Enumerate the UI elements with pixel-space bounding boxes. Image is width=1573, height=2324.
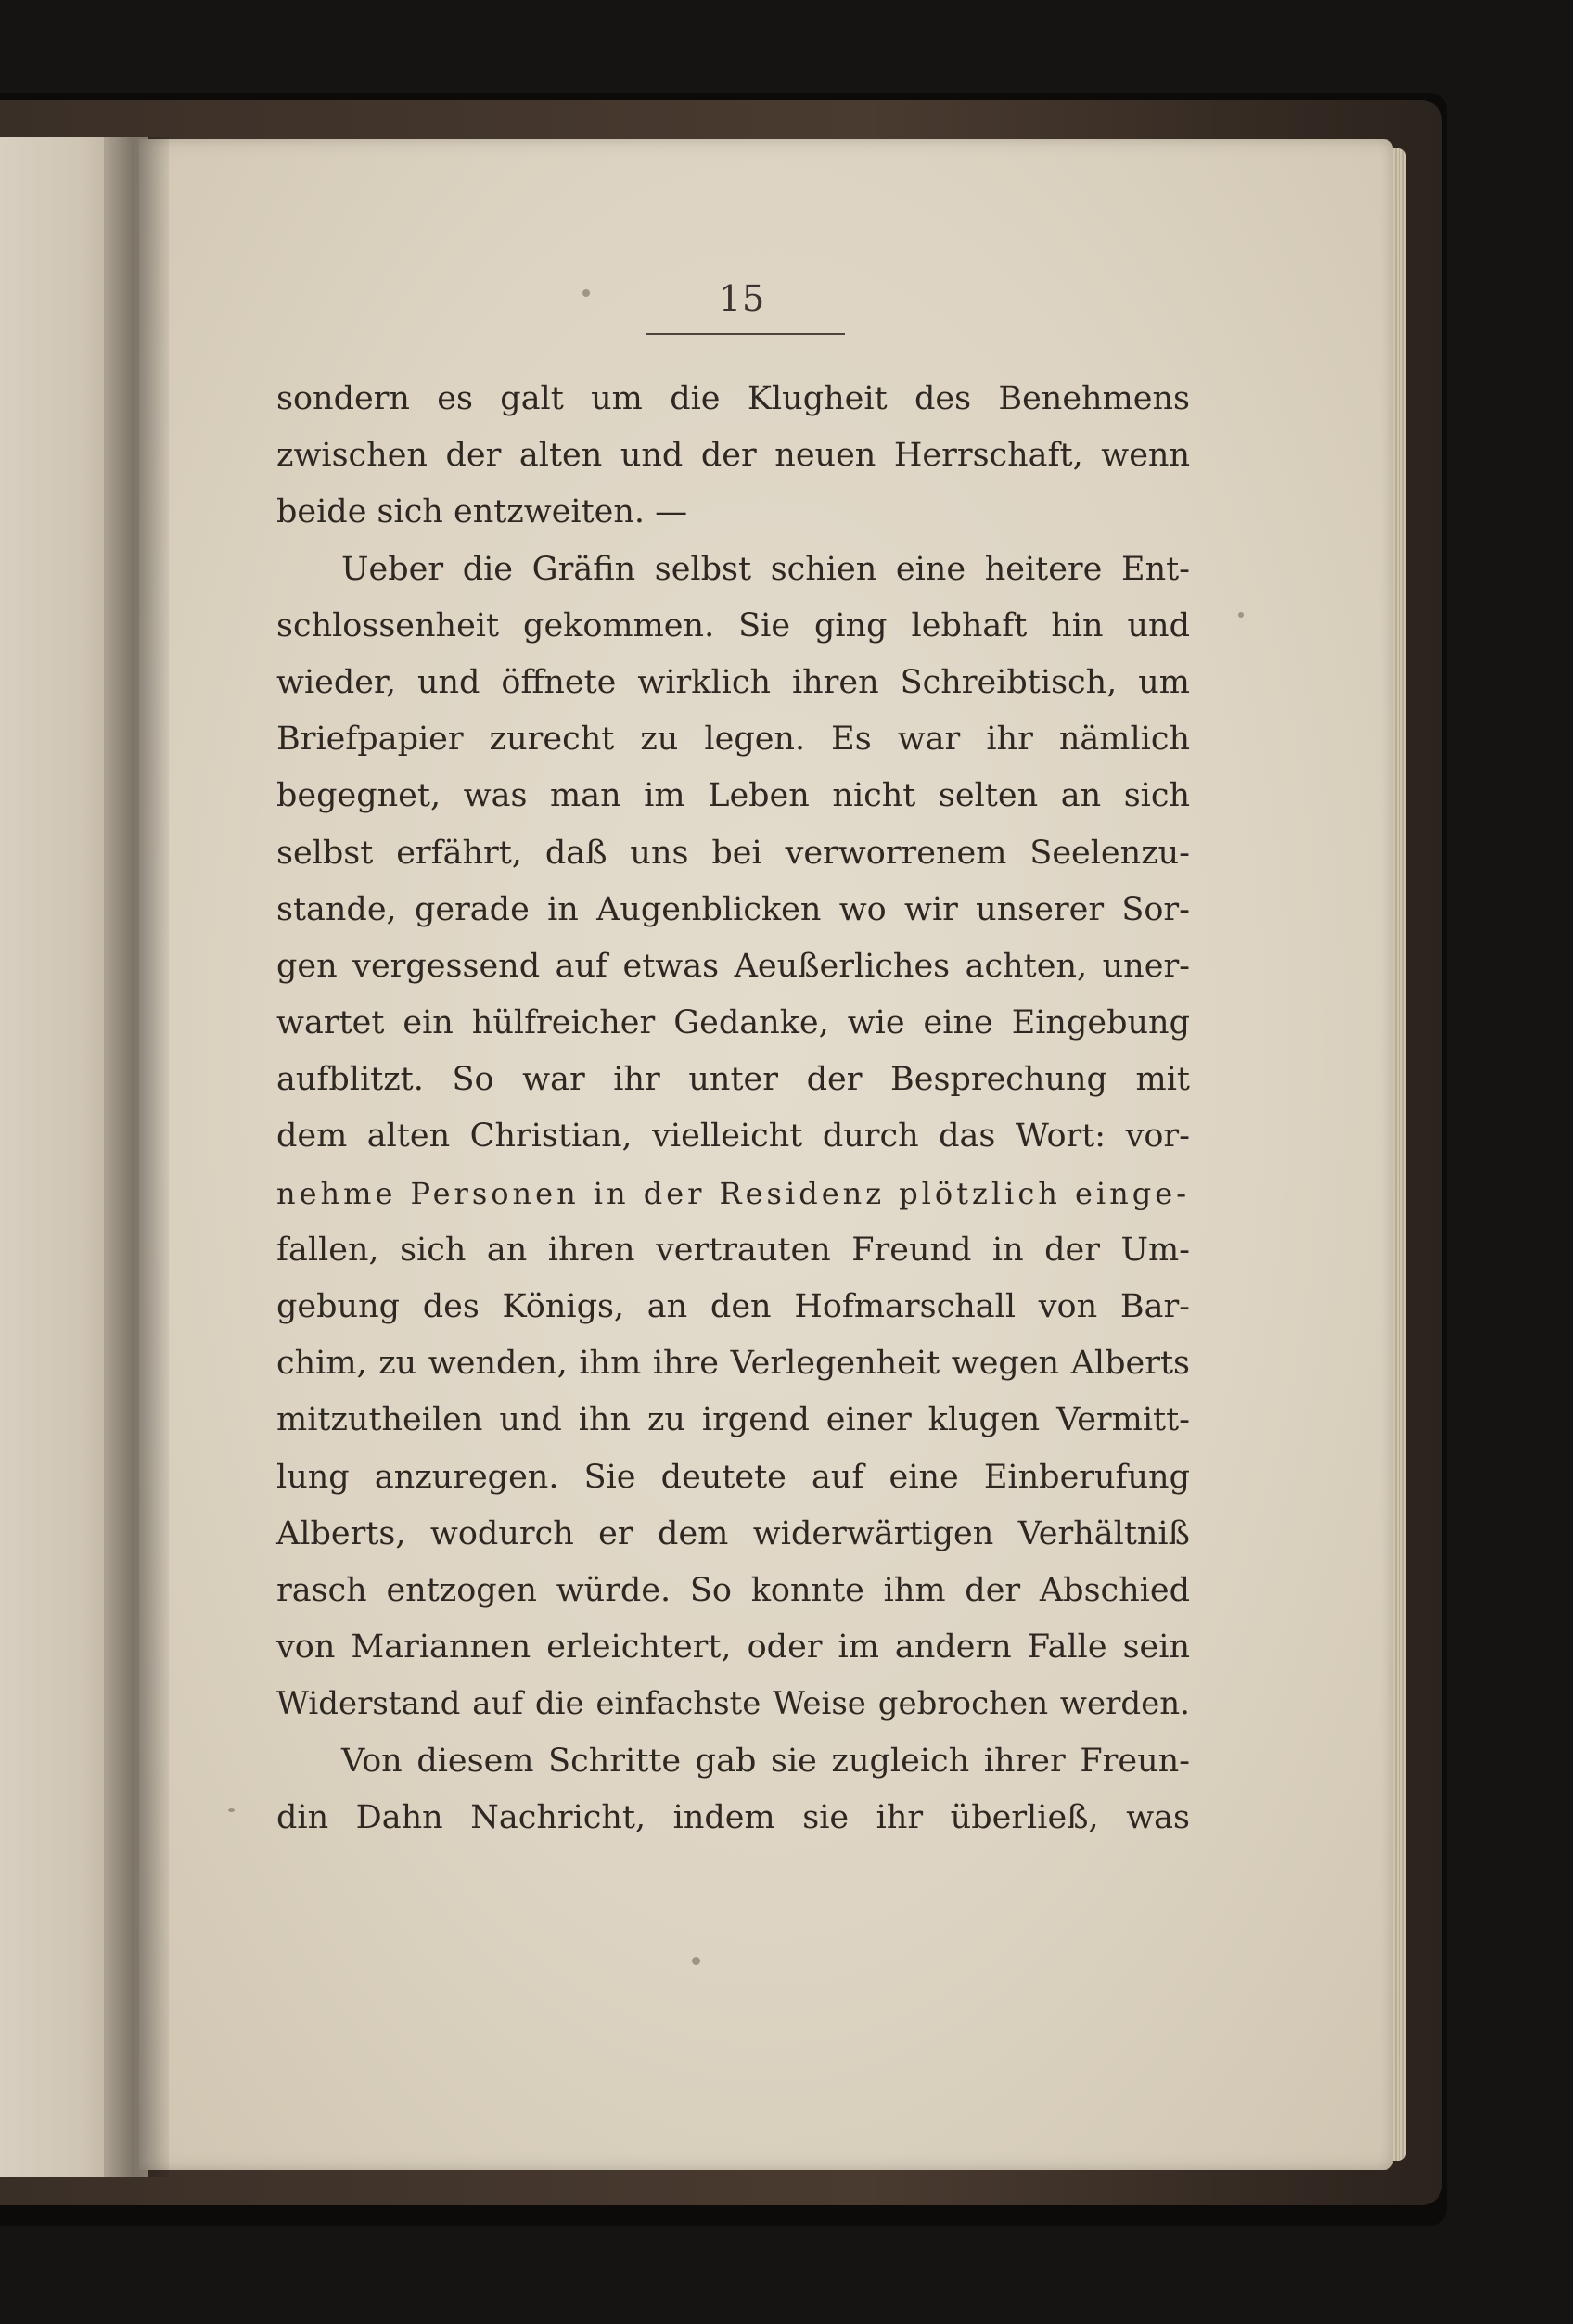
- paper-speck: [582, 289, 590, 297]
- text-line: Ueber die Gräfin selbst schien eine heitere Ent-: [341, 550, 1190, 588]
- text-line: din Dahn Nachricht, indem sie ihr überließ, was: [276, 1798, 1190, 1836]
- text-line: beide sich entzweiten. —: [276, 493, 688, 531]
- text-line: rasch entzogen würde. So konnte ihm der Abschied: [276, 1571, 1190, 1609]
- text-line: Briefpapier zurecht zu legen. Es war ihr nämlich: [276, 721, 1190, 759]
- text-line: selbst erfährt, daß uns bei verworrenem Seelenzu-: [276, 834, 1190, 872]
- text-line: nehme Personen in der Residenz plötzlich einge-: [276, 1175, 1190, 1211]
- page-number: 15: [718, 278, 766, 319]
- text-line: von Mariannen erleichtert, oder im andern Falle sein: [276, 1628, 1190, 1666]
- text-line: dem alten Christian, vielleicht durch das Wort: vor-: [276, 1117, 1190, 1156]
- text-line: aufblitzt. So war ihr unter der Besprechung mit: [276, 1061, 1190, 1099]
- text-line: fallen, sich an ihren vertrauten Freund in der Um-: [276, 1231, 1190, 1269]
- text-line: mitzutheilen und ihn zu irgend einer klugen Vermitt-: [276, 1401, 1190, 1439]
- text-line: lung anzuregen. Sie deutete auf eine Einberufung: [276, 1458, 1190, 1496]
- paper-speck: [228, 1808, 235, 1812]
- text-line: begegnet, was man im Leben nicht selten an sich: [276, 777, 1190, 815]
- text-line: gen vergessend auf etwas Aeußerliches achten, uner-: [276, 947, 1190, 985]
- text-line: gebung des Königs, an den Hofmarschall von Bar-: [276, 1288, 1190, 1325]
- book-gutter: [104, 137, 169, 2177]
- text-line: chim, zu wenden, ihm ihre Verlegenheit wegen Alberts: [276, 1345, 1190, 1383]
- text-line: Widerstand auf die einfachste Weise gebrochen werden.: [276, 1685, 1190, 1723]
- text-line: wieder, und öffnete wirklich ihren Schreibtisch, um: [276, 663, 1190, 701]
- text-line: stande, gerade in Augenblicken wo wir unserer Sor-: [276, 890, 1190, 928]
- text-line: schlossenheit gekommen. Sie ging lebhaft hin und: [276, 607, 1190, 645]
- text-line: sondern es galt um die Klugheit des Benehmens: [276, 380, 1190, 417]
- header-rule: [646, 333, 845, 335]
- body-text: [276, 371, 1190, 1846]
- text-line: wartet ein hülfreicher Gedanke, wie eine Eingebung: [276, 1004, 1190, 1042]
- text-line: zwischen der alten und der neuen Herrschaft, wenn: [276, 437, 1190, 475]
- paper-speck: [692, 1957, 700, 1965]
- text-line: Alberts, wodurch er dem widerwärtigen Verhältniß: [276, 1514, 1190, 1552]
- paper-speck: [1238, 612, 1244, 618]
- text-line: Von diesem Schritte gab sie zugleich ihrer Freun-: [341, 1742, 1190, 1780]
